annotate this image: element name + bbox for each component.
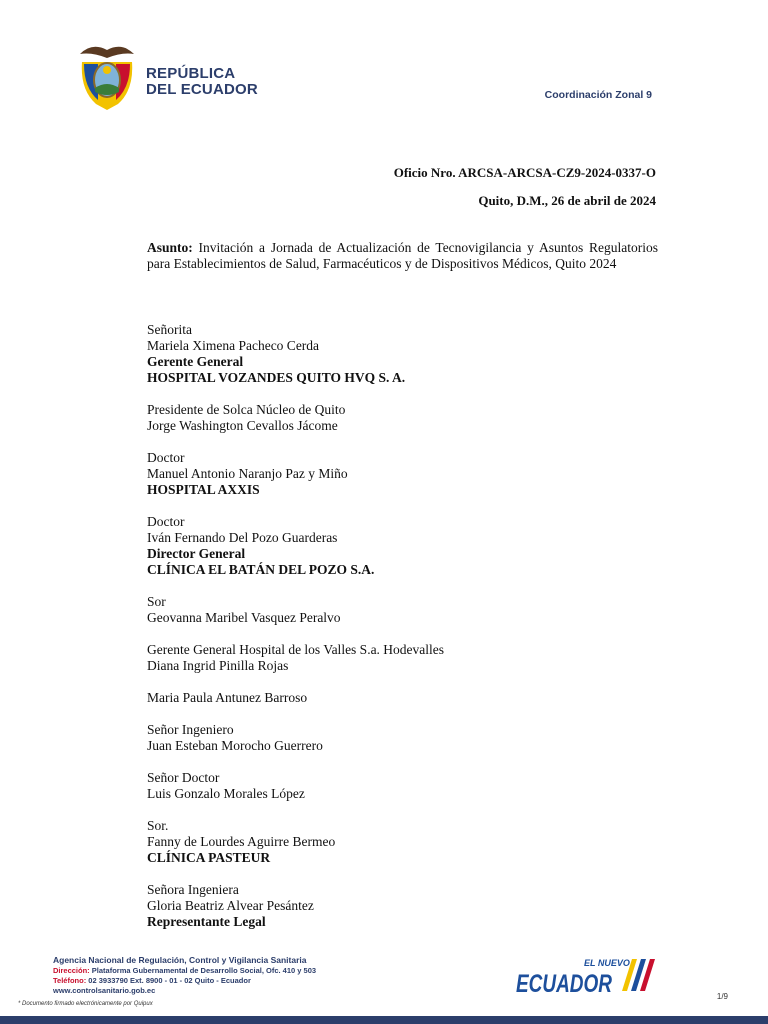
subject-label: Asunto:	[147, 240, 193, 255]
recipient-group	[147, 770, 657, 802]
recipient-line: Geovanna Maribel Vasquez Peralvo	[147, 610, 341, 625]
recipient-line: Director General	[147, 546, 246, 561]
recipient-group	[147, 322, 657, 386]
recipient-line: Jorge Washington Cevallos Jácome	[147, 418, 338, 433]
recipient-line: Señor Doctor	[147, 770, 220, 785]
footer-phone	[53, 976, 316, 986]
footer-website: www.controlsanitario.gob.ec	[53, 986, 156, 995]
recipient-line: Sor.	[147, 818, 169, 833]
footer-address	[53, 966, 316, 976]
recipient-line: Iván Fernando Del Pozo Guarderas	[147, 530, 338, 545]
footer-address-label: Dirección:	[53, 966, 90, 975]
recipient-line: Diana Ingrid Pinilla Rojas	[147, 658, 289, 673]
zone-label: Coordinación Zonal 9	[544, 89, 652, 101]
recipient-line: HOSPITAL AXXIS	[147, 482, 260, 497]
footer-info	[53, 955, 316, 996]
subject-text: Invitación a Jornada de Actualización de Tecnovigilancia y Asuntos Regulatorios para Establecimientos de Salud, Farmacéuticos y de Dispositivos Médicos, Quito 2024	[147, 240, 658, 271]
recipient-group	[147, 450, 657, 498]
recipient-line: Fanny de Lourdes Aguirre Bermeo	[147, 834, 336, 849]
recipient-line: Doctor	[147, 450, 185, 465]
country-name	[146, 66, 258, 98]
recipient-line: Gerente General Hospital de los Valles S.a. Hodevalles	[147, 642, 445, 657]
recipients-list	[147, 322, 657, 946]
recipient-line: Presidente de Solca Núcleo de Quito	[147, 402, 346, 417]
recipient-group	[147, 514, 657, 578]
coat-of-arms-logo	[74, 40, 140, 114]
place-date: Quito, D.M., 26 de abril de 2024	[478, 193, 656, 208]
oficio-number: Oficio Nro. ARCSA-ARCSA-CZ9-2024-0337-O	[393, 165, 656, 180]
recipient-line: Manuel Antonio Naranjo Paz y Miño	[147, 466, 348, 481]
bottom-bar	[0, 1016, 768, 1024]
recipient-group	[147, 402, 657, 434]
recipient-line: Gloria Beatriz Alvear Pesántez	[147, 898, 314, 913]
footer-phone-label: Teléfono:	[53, 976, 87, 985]
recipient-line: Sor	[147, 594, 166, 609]
recipient-line: Gerente General	[147, 354, 244, 369]
recipient-line: Juan Esteban Morocho Guerrero	[147, 738, 323, 753]
recipient-line: Señor Ingeniero	[147, 722, 234, 737]
page-number: 1/9	[716, 992, 728, 1001]
footer-phone-value: 02 3933790 Ext. 8900 - 01 - 02 Quito - Ecuador	[88, 976, 251, 985]
subject	[147, 240, 658, 272]
recipient-group	[147, 818, 657, 866]
el-nuevo-ecuador-logo	[514, 955, 660, 995]
brand-large-text: ECUADOR	[516, 970, 612, 995]
recipient-line: HOSPITAL VOZANDES QUITO HVQ S. A.	[147, 370, 406, 385]
recipient-line: Luis Gonzalo Morales López	[147, 786, 305, 801]
recipient-line: Representante Legal	[147, 914, 266, 929]
recipient-line: Doctor	[147, 514, 185, 529]
recipient-group	[147, 642, 657, 674]
footer-agency: Agencia Nacional de Regulación, Control y Vigilancia Sanitaria	[53, 955, 307, 965]
recipient-line: Señora Ingeniera	[147, 882, 239, 897]
recipient-group	[147, 690, 657, 706]
country-line-2: DEL ECUADOR	[146, 81, 258, 98]
recipient-line: Mariela Ximena Pacheco Cerda	[147, 338, 320, 353]
recipient-line: Maria Paula Antunez Barroso	[147, 690, 308, 705]
recipient-line: CLÍNICA PASTEUR	[147, 850, 271, 865]
recipient-line: Señorita	[147, 322, 192, 337]
footer-note: * Documento firmado electrónicamente por Quipux	[18, 1001, 153, 1007]
recipient-group	[147, 882, 657, 930]
country-line-1: REPÚBLICA	[146, 65, 236, 82]
recipient-line: CLÍNICA EL BATÁN DEL POZO S.A.	[147, 562, 375, 577]
footer-address-value: Plataforma Gubernamental de Desarrollo Social, Ofc. 410 y 503	[91, 966, 317, 975]
recipient-group	[147, 594, 657, 626]
brand-small-text: EL NUEVO	[584, 958, 630, 968]
recipient-group	[147, 722, 657, 754]
